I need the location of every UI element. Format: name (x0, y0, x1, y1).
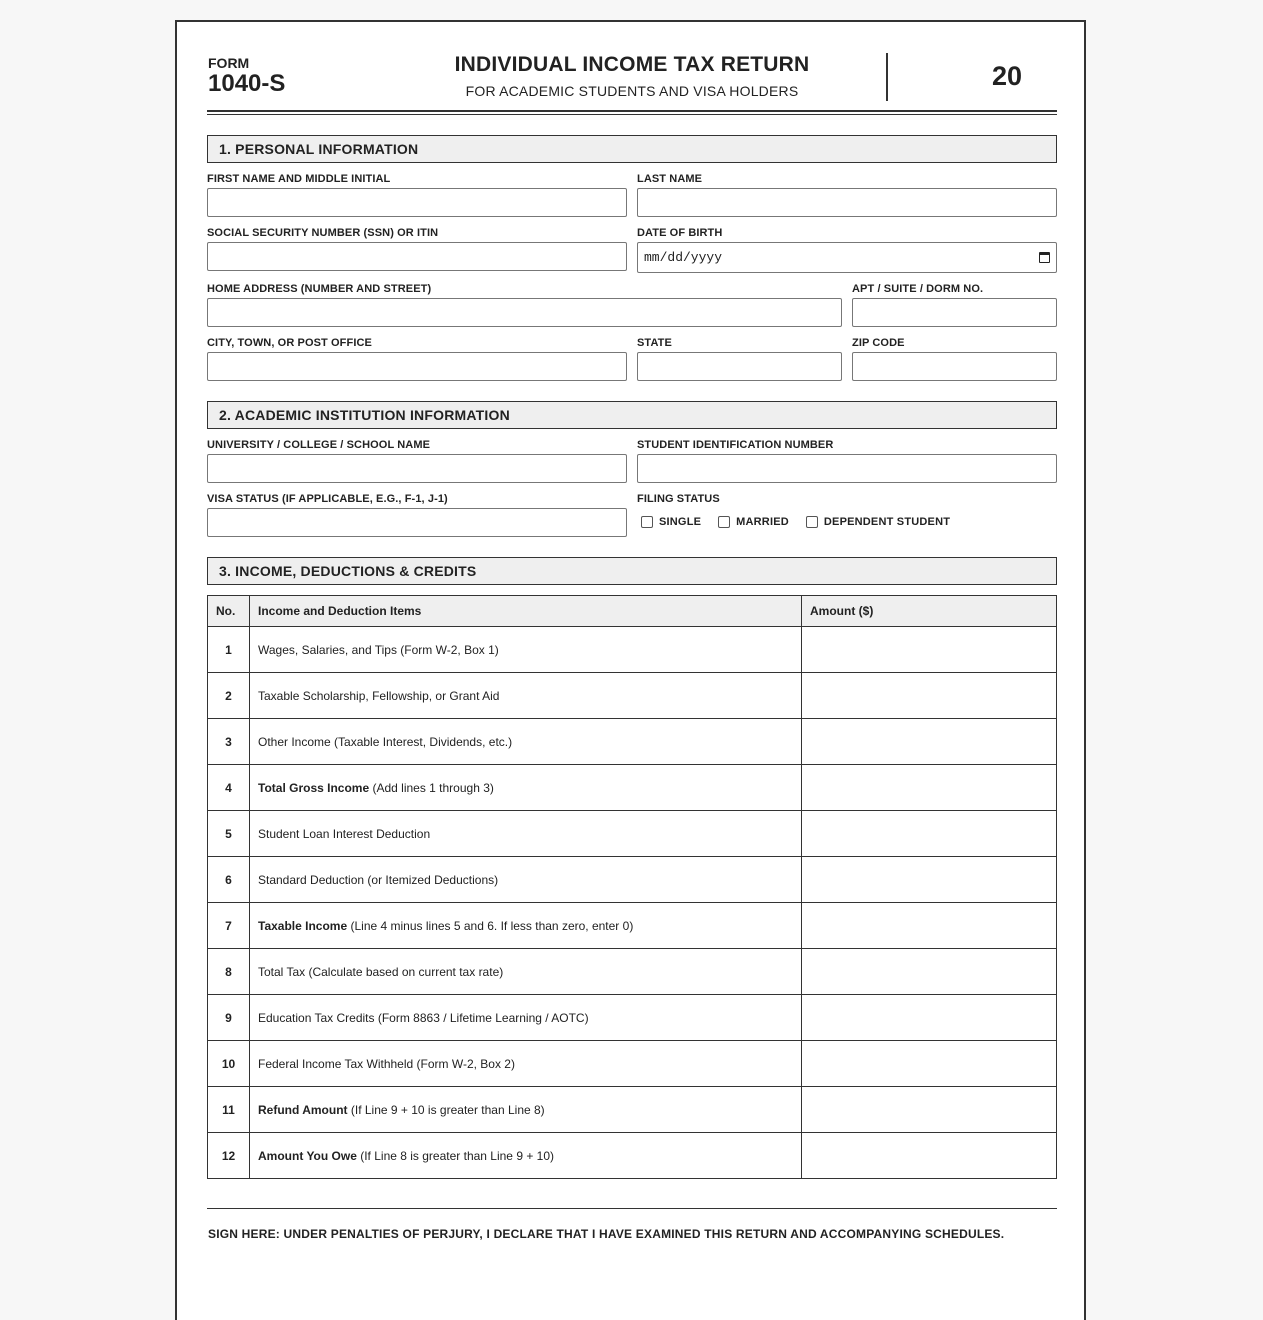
filing-status-options (641, 516, 967, 528)
first-name-input[interactable] (207, 188, 627, 217)
line-item-text: Taxable Scholarship, Fellowship, or Grant Aid (258, 688, 500, 703)
dependent-student-checkbox[interactable] (806, 516, 818, 528)
line-item-description (250, 995, 802, 1041)
amount-cell[interactable] (802, 1041, 1057, 1087)
form-label: FORM (208, 55, 250, 71)
section-income-heading: 3. INCOME, DEDUCTIONS & CREDITS (207, 557, 1057, 585)
income-table-header (208, 596, 1057, 627)
amount-cell[interactable] (802, 1133, 1057, 1179)
visa-status-input[interactable] (207, 508, 627, 537)
amount-cell[interactable] (802, 627, 1057, 673)
line-item-text: Total Tax (Calculate based on current tax rate) (258, 964, 504, 979)
amount-cell[interactable] (802, 949, 1057, 995)
last-name-input[interactable] (637, 188, 1057, 217)
amount-cell[interactable] (802, 1087, 1057, 1133)
line-item-description (250, 627, 802, 673)
line-item-lead: Taxable Income (258, 918, 348, 933)
city-label: CITY, TOWN, OR POST OFFICE (207, 337, 372, 349)
line-number: 1 (208, 627, 250, 673)
table-row (208, 995, 1057, 1041)
form-header (207, 22, 1057, 114)
line-item-text: (If Line 8 is greater than Line 9 + 10) (356, 1148, 555, 1163)
line-item-text: (If Line 9 + 10 is greater than Line 8) (347, 1102, 545, 1117)
table-row (208, 627, 1057, 673)
line-item-description (250, 857, 802, 903)
col-header-amount: Amount ($) (802, 596, 1057, 627)
form-number: 1040-S (208, 70, 286, 97)
signature-declaration: SIGN HERE: UNDER PENALTIES OF PERJURY, I DECLARE THAT I HAVE EXAMINED THIS RETURN AND ACCOMPANYING SCHEDULES. (208, 1227, 1005, 1241)
line-item-description (250, 765, 802, 811)
line-item-text: Wages, Salaries, and Tips (Form W-2, Box 1) (258, 642, 499, 657)
line-number: 3 (208, 719, 250, 765)
form-title: INDIVIDUAL INCOME TAX RETURN (454, 53, 810, 76)
col-header-items: Income and Deduction Items (250, 596, 802, 627)
line-item-description (250, 903, 802, 949)
amount-cell[interactable] (802, 811, 1057, 857)
tax-form-sheet (175, 20, 1086, 1320)
section-personal-info-heading: 1. PERSONAL INFORMATION (207, 135, 1057, 163)
table-row (208, 765, 1057, 811)
line-item-text: (Add lines 1 through 3) (369, 780, 494, 795)
married-option-label[interactable]: MARRIED (736, 516, 789, 528)
school-name-label: UNIVERSITY / COLLEGE / SCHOOL NAME (207, 439, 431, 451)
dob-placeholder: mm/dd/yyyy (644, 250, 723, 265)
apt-label: APT / SUITE / DORM NO. (852, 283, 984, 295)
header-divider (886, 53, 888, 101)
line-number: 11 (208, 1087, 250, 1133)
table-row (208, 673, 1057, 719)
line-item-lead: Refund Amount (258, 1102, 348, 1117)
table-row (208, 949, 1057, 995)
line-number: 7 (208, 903, 250, 949)
amount-cell[interactable] (802, 857, 1057, 903)
amount-cell[interactable] (802, 903, 1057, 949)
line-item-description (250, 719, 802, 765)
form-body (207, 22, 1057, 1241)
line-number: 5 (208, 811, 250, 857)
single-checkbox[interactable] (641, 516, 653, 528)
ssn-input[interactable] (207, 242, 627, 271)
line-item-description (250, 1133, 802, 1179)
line-item-text: Student Loan Interest Deduction (258, 826, 431, 841)
apt-input[interactable] (852, 298, 1057, 327)
zip-input[interactable] (852, 352, 1057, 381)
amount-cell[interactable] (802, 995, 1057, 1041)
line-number: 4 (208, 765, 250, 811)
line-number: 12 (208, 1133, 250, 1179)
line-item-text: (Line 4 minus lines 5 and 6. If less than zero, enter 0) (347, 918, 634, 933)
table-row (208, 719, 1057, 765)
filing-status-label: FILING STATUS (637, 493, 720, 505)
address-label: HOME ADDRESS (NUMBER AND STREET) (207, 283, 432, 295)
form-subtitle: FOR ACADEMIC STUDENTS AND VISA HOLDERS (465, 83, 799, 99)
amount-cell[interactable] (802, 673, 1057, 719)
table-row (208, 903, 1057, 949)
visa-status-label: VISA STATUS (IF APPLICABLE, E.G., F-1, J-1) (207, 493, 448, 505)
line-number: 6 (208, 857, 250, 903)
line-number: 10 (208, 1041, 250, 1087)
state-label: STATE (637, 337, 672, 349)
first-name-label: FIRST NAME AND MIDDLE INITIAL (207, 173, 391, 185)
student-id-input[interactable] (637, 454, 1057, 483)
line-item-text: Standard Deduction (or Itemized Deductions) (258, 872, 499, 887)
amount-cell[interactable] (802, 765, 1057, 811)
table-row (208, 1041, 1057, 1087)
calendar-icon[interactable] (1039, 252, 1050, 263)
line-item-lead: Total Gross Income (258, 780, 370, 795)
table-row (208, 857, 1057, 903)
school-name-input[interactable] (207, 454, 627, 483)
dob-label: DATE OF BIRTH (637, 227, 723, 239)
section-academic-info-heading: 2. ACADEMIC INSTITUTION INFORMATION (207, 401, 1057, 429)
student-id-label: STUDENT IDENTIFICATION NUMBER (637, 439, 834, 451)
col-header-no: No. (208, 596, 250, 627)
address-input[interactable] (207, 298, 842, 327)
line-item-text: Federal Income Tax Withheld (Form W-2, Box 2) (258, 1056, 515, 1071)
ssn-label: SOCIAL SECURITY NUMBER (SSN) OR ITIN (207, 227, 439, 239)
line-number: 9 (208, 995, 250, 1041)
line-item-text: Education Tax Credits (Form 8863 / Lifetime Learning / AOTC) (258, 1010, 589, 1025)
tax-year: 20 (992, 61, 1023, 91)
line-item-description (250, 673, 802, 719)
table-row (208, 1133, 1057, 1179)
table-row (208, 1087, 1057, 1133)
line-item-description (250, 949, 802, 995)
line-item-text: Other Income (Taxable Interest, Dividends, etc.) (258, 734, 513, 749)
single-option-label[interactable]: SINGLE (659, 516, 702, 528)
dependent-student-option-label[interactable]: DEPENDENT STUDENT (823, 516, 951, 528)
income-table (207, 595, 1057, 1179)
line-number: 8 (208, 949, 250, 995)
amount-cell[interactable] (802, 719, 1057, 765)
line-item-description (250, 811, 802, 857)
line-item-description (250, 1041, 802, 1087)
income-table-body (208, 627, 1057, 1179)
signature-rule (207, 1208, 1057, 1209)
line-item-lead: Amount You Owe (258, 1148, 357, 1163)
line-number: 2 (208, 673, 250, 719)
header-double-rule (207, 110, 1057, 115)
state-input[interactable] (637, 352, 842, 381)
city-input[interactable] (207, 352, 627, 381)
married-checkbox[interactable] (718, 516, 730, 528)
line-item-description (250, 1087, 802, 1133)
zip-label: ZIP CODE (852, 337, 905, 349)
last-name-label: LAST NAME (637, 173, 703, 185)
table-row (208, 811, 1057, 857)
dob-input[interactable] (637, 242, 1057, 273)
